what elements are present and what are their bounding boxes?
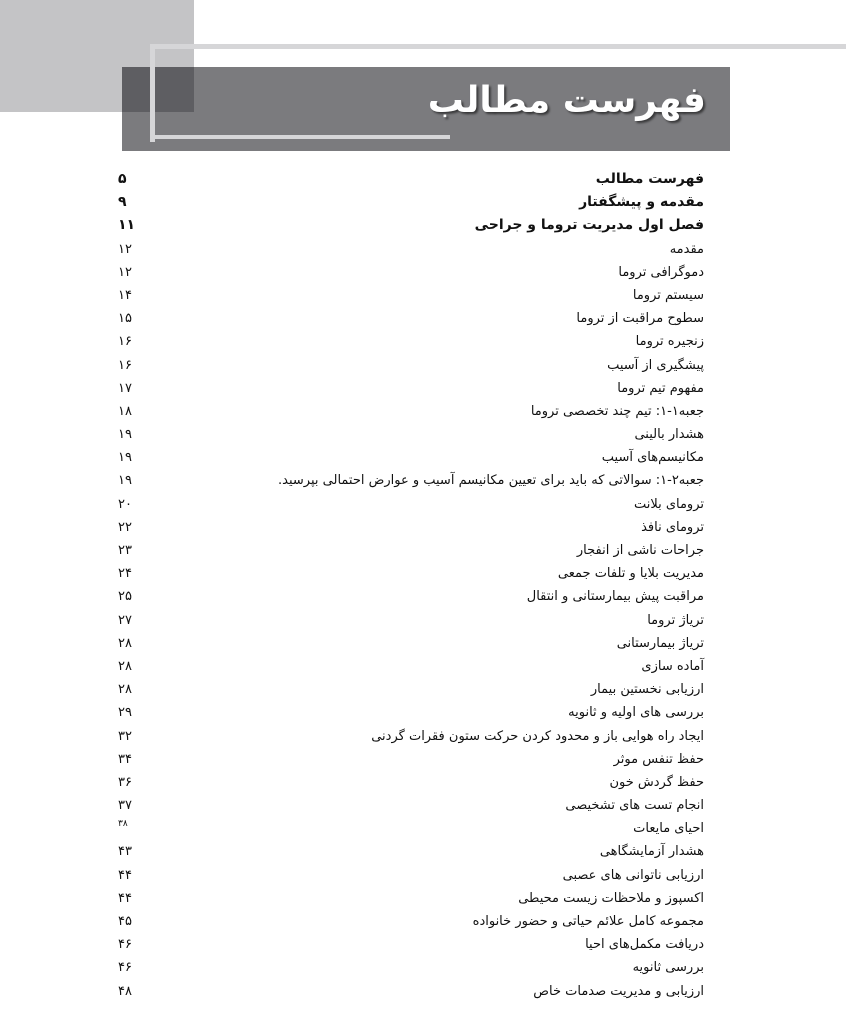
- toc-page-number: ۳۷: [118, 798, 132, 814]
- toc-entry-label: بررسی ثانویه: [632, 960, 704, 976]
- toc-page-number: ۱۷: [118, 380, 132, 396]
- toc-entry-label: جعبه۲-۱: سوالاتی که باید برای تعیین مکانیسم آسیب و عوارض احتمالی بپرسید.: [278, 473, 704, 489]
- toc-entry-label: ایجاد راه هوایی باز و محدود کردن حرکت ستون فقرات گردنی: [371, 728, 704, 744]
- toc-page-number: ۲۸: [118, 635, 132, 651]
- toc-entry-label: مکانیسم‌های آسیب: [601, 450, 704, 466]
- toc-entry-label: ترومای نافذ: [641, 519, 704, 535]
- toc-entry-label: مقدمه: [669, 241, 704, 257]
- toc-page-number: ۴۶: [118, 960, 132, 976]
- toc-entry-label: ارزیابی ناتوانی های عصبی: [562, 867, 704, 883]
- toc-entry-label: دریافت مکمل‌های احیا: [585, 937, 704, 953]
- toc-entry-label: آماده سازی: [641, 658, 704, 674]
- toc-entry[interactable]: [118, 354, 704, 377]
- toc-page-number: ۴۴: [118, 867, 132, 883]
- page-title: فهرست مطالب: [427, 80, 706, 121]
- toc-page-number: ۳۴: [118, 751, 132, 767]
- toc-entry[interactable]: [118, 840, 704, 863]
- toc-entry-label: جراحات ناشی از انفجار: [576, 543, 704, 558]
- toc-entry[interactable]: [118, 980, 704, 1003]
- toc-entry[interactable]: [118, 771, 704, 794]
- toc-entry-label: زنجیره تروما: [635, 334, 704, 350]
- toc-page-number: ۳۲: [118, 728, 132, 744]
- toc-entry[interactable]: [118, 933, 704, 956]
- toc-entry[interactable]: [118, 214, 704, 237]
- toc-page-number: ۱۲: [118, 264, 132, 280]
- toc-entry[interactable]: [118, 864, 704, 887]
- toc-entry-label: حفظ گردش خون: [609, 774, 704, 790]
- toc-entry[interactable]: [118, 307, 704, 330]
- toc-page-number: ۲۹: [118, 705, 132, 721]
- toc-page-number: ۲۳: [118, 543, 132, 558]
- toc-entry-label: هشدار آزمایشگاهی: [599, 844, 704, 860]
- toc-entry-label: بررسی های اولیه و ثانویه: [568, 705, 704, 721]
- toc-entry-label: انجام تست های تشخیصی: [565, 798, 704, 814]
- toc-entry-label: مقدمه و پیشگفتار: [579, 194, 704, 211]
- toc-entry[interactable]: [118, 701, 704, 724]
- title-inner-rule-decoration: [150, 135, 450, 139]
- toc-page-number: ۵: [118, 171, 127, 187]
- toc-entry[interactable]: [118, 632, 704, 655]
- toc-page-number: ۳۶: [118, 774, 132, 790]
- toc-page-number: ۱۲: [118, 241, 132, 257]
- toc-entry[interactable]: [118, 191, 704, 214]
- toc-page-number: ۴۵: [118, 914, 132, 929]
- toc-page-number: ۲۲: [118, 519, 132, 535]
- toc-page-number: ۳۸: [118, 819, 128, 830]
- toc-entry-label: فصل اول مدیریت تروما و جراحی: [474, 217, 704, 234]
- toc-entry-label: هشدار بالینی: [634, 427, 704, 443]
- toc-page-number: ۲۴: [118, 566, 132, 582]
- toc-entry[interactable]: [118, 562, 704, 585]
- toc-page-number: ۴۸: [118, 983, 132, 999]
- toc-entry[interactable]: [118, 168, 704, 191]
- toc-entry[interactable]: [118, 585, 704, 608]
- toc-entry[interactable]: [118, 469, 704, 492]
- toc-entry[interactable]: [118, 794, 704, 817]
- toc-page-number: ۱۵: [118, 311, 132, 327]
- toc-page-number: ۲۷: [118, 612, 132, 628]
- toc-entry[interactable]: [118, 400, 704, 423]
- toc-entry-label: پیشگیری از آسیب: [607, 357, 704, 373]
- toc-entry-label: مجموعه کامل علائم حیاتی و حضور خانواده: [472, 914, 704, 929]
- toc-entry-label: ارزیابی و مدیریت صدمات خاص: [533, 983, 704, 999]
- toc-page-number: ۲۸: [118, 682, 132, 698]
- toc-entry-label: حفظ تنفس موثر: [613, 751, 704, 767]
- toc-page-number: ۱۹: [118, 473, 132, 489]
- toc-page-number: ۴۳: [118, 844, 132, 860]
- toc-entry-label: سیستم تروما: [632, 287, 704, 303]
- toc-entry[interactable]: [118, 516, 704, 539]
- toc-entry[interactable]: [118, 655, 704, 678]
- toc-entry[interactable]: [118, 887, 704, 910]
- toc-entry-label: احیای مایعات: [633, 821, 704, 837]
- toc-page-number: ۲۸: [118, 658, 132, 674]
- toc-page-number: ۱۸: [118, 403, 132, 419]
- toc-entry[interactable]: [118, 330, 704, 353]
- toc-page-number: ۱۱: [118, 217, 136, 234]
- toc-entry[interactable]: [118, 748, 704, 771]
- toc-entry-label: جعبه۱-۱: تیم چند تخصصی تروما: [530, 403, 704, 419]
- toc-entry[interactable]: [118, 609, 704, 632]
- toc-entry-label: دموگرافی تروما: [618, 264, 704, 280]
- toc-entry[interactable]: [118, 238, 704, 261]
- toc-entry[interactable]: [118, 956, 704, 979]
- toc-entry[interactable]: [118, 377, 704, 400]
- toc-entry-label: تریاژ تروما: [647, 612, 704, 628]
- toc-entry-label: اکسپوز و ملاحظات زیست محیطی: [518, 890, 704, 906]
- toc-page-number: ۲۵: [118, 589, 132, 605]
- toc-entry[interactable]: [118, 539, 704, 562]
- toc-entry[interactable]: [118, 678, 704, 701]
- toc-page-number: ۱۴: [118, 287, 132, 303]
- toc-entry-label: فهرست مطالب: [595, 171, 704, 187]
- toc-entry-label: تریاژ بیمارستانی: [616, 635, 704, 651]
- toc-page-number: ۹: [118, 194, 127, 211]
- toc-page-number: ۴۴: [118, 890, 132, 906]
- toc-entry[interactable]: [118, 493, 704, 516]
- table-of-contents: [118, 168, 704, 1003]
- toc-entry[interactable]: [118, 261, 704, 284]
- toc-entry-label: ترومای بلانت: [633, 496, 704, 512]
- toc-entry[interactable]: [118, 725, 704, 748]
- toc-page-number: ۱۶: [118, 334, 132, 350]
- toc-entry[interactable]: [118, 910, 704, 933]
- toc-page-number: ۱۶: [118, 357, 132, 373]
- left-rule-decoration: [150, 44, 155, 142]
- toc-entry[interactable]: [118, 817, 704, 840]
- toc-page-number: ۱۹: [118, 427, 132, 443]
- toc-entry[interactable]: [118, 284, 704, 307]
- toc-page-number: ۱۹: [118, 450, 132, 466]
- toc-entry-label: ارزیابی نخستین بیمار: [590, 682, 704, 698]
- toc-entry-label: سطوح مراقبت از تروما: [576, 311, 704, 327]
- toc-entry-label: مفهوم تیم تروما: [617, 380, 704, 396]
- toc-page-number: ۲۰: [118, 496, 132, 512]
- toc-entry[interactable]: [118, 423, 704, 446]
- toc-entry-label: مراقبت پیش بیمارستانی و انتقال: [526, 589, 704, 605]
- toc-page-number: ۴۶: [118, 937, 132, 953]
- toc-entry[interactable]: [118, 446, 704, 469]
- toc-entry-label: مدیریت بلایا و تلفات جمعی: [557, 566, 704, 582]
- top-rule-decoration: [150, 44, 846, 49]
- title-banner-dark-block: [122, 67, 194, 112]
